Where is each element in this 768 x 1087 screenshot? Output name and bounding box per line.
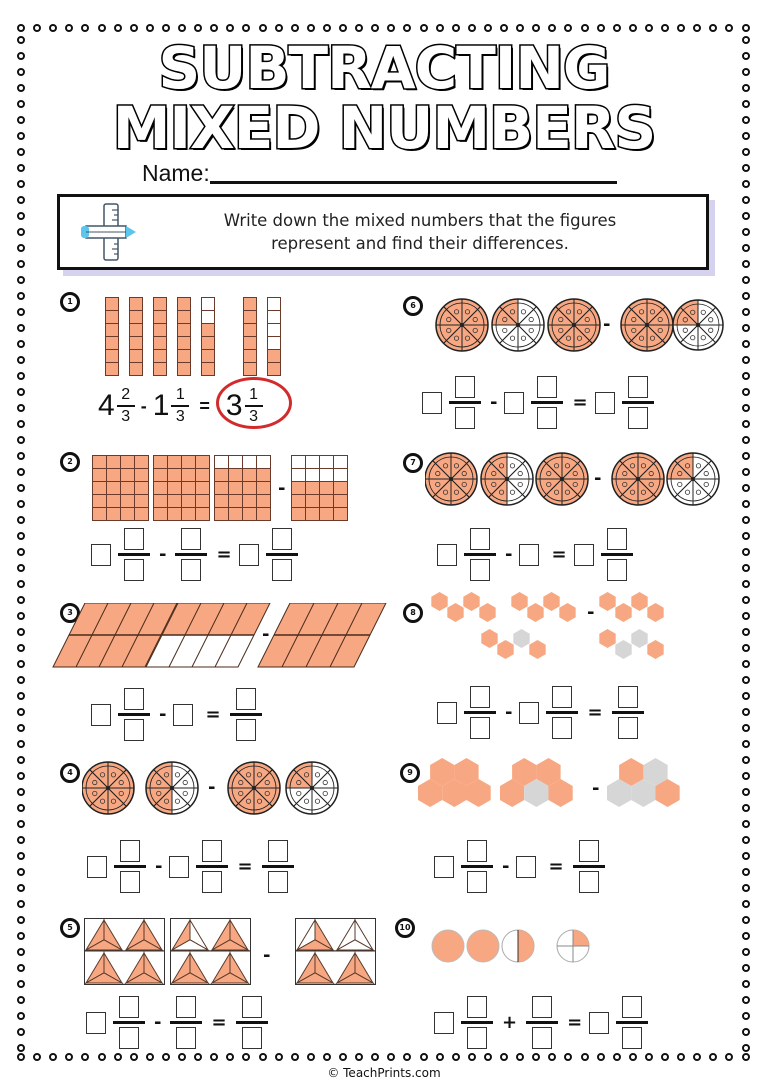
pizza-figures — [425, 452, 735, 508]
numerator-box[interactable] — [242, 996, 262, 1018]
denominator-box[interactable] — [607, 559, 627, 581]
ruler-pencil-icon — [78, 202, 148, 262]
answer-equation — [434, 840, 607, 893]
grid-figure-subtrahend — [291, 455, 351, 525]
whole-number-box[interactable] — [516, 856, 536, 878]
fraction-bar — [236, 1021, 268, 1024]
minus-sign: - — [502, 856, 510, 877]
denominator-box[interactable] — [120, 871, 140, 893]
answer-equation — [87, 840, 296, 893]
fraction-input — [461, 996, 493, 1049]
fraction-bar — [449, 401, 481, 404]
denominator-box[interactable] — [124, 559, 144, 581]
fraction-bar — [612, 711, 644, 714]
fraction-bars-subtrahend — [243, 297, 283, 377]
whole-number-box[interactable] — [437, 544, 457, 566]
denominator-box[interactable] — [176, 1027, 196, 1049]
fraction-input — [262, 840, 294, 893]
numerator-box[interactable] — [470, 528, 490, 550]
pizza-figures — [435, 298, 725, 354]
answer-equation — [91, 528, 300, 581]
problem-number-badge: 2 — [60, 452, 80, 472]
fraction-input — [449, 376, 481, 429]
denominator-box[interactable] — [236, 719, 256, 741]
name-label: Name: — [142, 160, 210, 186]
problem-number-badge: 1 — [60, 292, 80, 312]
equals-sign: = — [205, 704, 221, 725]
problem-number-badge: 8 — [403, 603, 423, 623]
fraction-bar — [196, 865, 228, 868]
fraction-input — [175, 528, 207, 581]
whole-number: 4 — [98, 389, 115, 422]
fraction-input — [546, 686, 578, 739]
denominator-box[interactable] — [119, 1027, 139, 1049]
minus-sign: - — [159, 544, 167, 565]
fraction-bar — [114, 865, 146, 868]
numerator-box[interactable] — [537, 376, 557, 398]
fraction-input — [526, 996, 558, 1049]
fraction-input — [622, 376, 654, 429]
whole-number-box[interactable] — [91, 544, 111, 566]
fraction-bar — [464, 711, 496, 714]
fraction-bar — [464, 553, 496, 556]
denominator-box[interactable] — [467, 871, 487, 893]
denominator-box[interactable] — [622, 1027, 642, 1049]
fraction-input — [118, 688, 150, 741]
denominator-box[interactable] — [537, 407, 557, 429]
numerator: 2 — [121, 386, 131, 403]
fraction-input — [266, 528, 298, 581]
hexagon-figures-subtrahend — [605, 756, 695, 818]
answer-equation — [91, 688, 264, 741]
equals-sign: = — [567, 1012, 583, 1033]
denominator-box[interactable] — [532, 1027, 552, 1049]
minus-sign: - — [592, 778, 600, 799]
numerator-box[interactable] — [124, 528, 144, 550]
denominator-box[interactable] — [467, 1027, 487, 1049]
denominator-box[interactable] — [618, 717, 638, 739]
numerator-box[interactable] — [236, 688, 256, 710]
numerator-box[interactable] — [607, 528, 627, 550]
triangle-figures-minuend — [83, 918, 253, 988]
fraction-input — [113, 996, 145, 1049]
whole-number-box[interactable] — [574, 544, 594, 566]
equals-sign: = — [572, 392, 588, 413]
numerator-box[interactable] — [532, 996, 552, 1018]
answer-equation — [437, 528, 635, 581]
fraction-bar — [531, 401, 563, 404]
numerator-box[interactable] — [618, 686, 638, 708]
denominator-box[interactable] — [552, 717, 572, 739]
answer-equation — [437, 686, 646, 739]
title-line-2: MIXED NUMBERS — [112, 94, 656, 162]
fraction-input — [461, 840, 493, 893]
instructions-line-2: represent and find their differences. — [271, 234, 569, 253]
denominator: 3 — [175, 408, 185, 425]
fraction-bar — [266, 553, 298, 556]
whole-number-box[interactable] — [91, 704, 111, 726]
fraction-bar — [601, 553, 633, 556]
parallelogram-figure-subtrahend — [257, 603, 387, 671]
numerator-box[interactable] — [268, 840, 288, 862]
fraction-input — [118, 528, 150, 581]
fraction-bar — [230, 713, 262, 716]
minus-sign: - — [263, 945, 271, 966]
numerator-box[interactable] — [467, 996, 487, 1018]
answer-equation — [422, 376, 656, 429]
numerator-box[interactable] — [579, 840, 599, 862]
numerator-box[interactable] — [120, 840, 140, 862]
minus-sign: - — [505, 544, 513, 565]
fraction-input — [170, 996, 202, 1049]
fraction-bar — [461, 1021, 493, 1024]
hexagon-figures-minuend — [430, 592, 590, 672]
fraction-input — [573, 840, 605, 893]
fraction-input — [601, 528, 633, 581]
whole-number-box[interactable] — [173, 704, 193, 726]
fraction-bar — [170, 1021, 202, 1024]
whole-number-box[interactable] — [86, 1012, 106, 1034]
problem-number-badge: 6 — [403, 296, 423, 316]
minus-sign: - — [603, 314, 611, 335]
equals-sign: = — [237, 856, 253, 877]
answer-equation — [434, 996, 650, 1049]
grid-figures-minuend — [92, 455, 292, 525]
instructions-text — [160, 209, 680, 255]
problem-number-badge: 4 — [60, 763, 80, 783]
denominator: 3 — [121, 408, 131, 425]
fraction-bars-minuend — [105, 297, 225, 377]
whole-number-box[interactable] — [169, 856, 189, 878]
whole-number-box[interactable] — [434, 856, 454, 878]
denominator-box[interactable] — [579, 871, 599, 893]
denominator-box[interactable] — [455, 407, 475, 429]
fraction-bar — [118, 553, 150, 556]
denominator-box[interactable] — [181, 559, 201, 581]
problem-number-badge: 10 — [395, 918, 415, 938]
fraction-bar — [262, 865, 294, 868]
whole-number-box[interactable] — [589, 1012, 609, 1034]
triangle-figure-subtrahend — [294, 918, 379, 988]
equals-sign: = — [551, 544, 567, 565]
whole-number-box[interactable] — [437, 702, 457, 724]
fraction-input — [612, 686, 644, 739]
name-field[interactable] — [210, 181, 617, 184]
numerator-box[interactable] — [467, 840, 487, 862]
plus-sign: + — [502, 1012, 518, 1033]
worksheet-title — [0, 34, 768, 162]
pizza-figures — [82, 760, 372, 822]
fraction-input — [464, 686, 496, 739]
hexagon-figures-subtrahend — [598, 592, 678, 672]
numerator-box[interactable] — [119, 996, 139, 1018]
numerator: 1 — [175, 386, 185, 403]
whole-number: 1 — [152, 389, 170, 422]
whole-number-box[interactable] — [87, 856, 107, 878]
numerator-box[interactable] — [552, 686, 572, 708]
equals-sign: = — [216, 544, 232, 565]
denominator: 3 — [249, 408, 259, 425]
fraction-input — [464, 528, 496, 581]
minus-sign: - — [140, 395, 147, 416]
whole-number-box[interactable] — [519, 702, 539, 724]
answer-equation — [86, 996, 270, 1049]
numerator-box[interactable] — [176, 996, 196, 1018]
fraction-input — [196, 840, 228, 893]
minus-sign: - — [587, 602, 595, 623]
fraction-input — [616, 996, 648, 1049]
minus-sign: - — [594, 468, 602, 489]
denominator-box[interactable] — [470, 559, 490, 581]
hexagon-figures-minuend — [416, 756, 606, 818]
fraction-bar — [526, 1021, 558, 1024]
equals-sign: = — [548, 856, 564, 877]
problem-number-badge: 7 — [403, 453, 423, 473]
instructions-line-1: Write down the mixed numbers that the figures — [223, 211, 617, 230]
minus-sign: - — [278, 478, 286, 499]
numerator-box[interactable] — [272, 528, 292, 550]
numerator-box[interactable] — [181, 528, 201, 550]
worked-example-equation — [98, 387, 269, 425]
fraction-bar — [175, 553, 207, 556]
whole-number-box[interactable] — [422, 392, 442, 414]
whole-number-box[interactable] — [595, 392, 615, 414]
circle-figure-subtrahend — [556, 929, 592, 965]
denominator-box[interactable] — [628, 407, 648, 429]
fraction-bar — [546, 711, 578, 714]
numerator: 1 — [249, 386, 259, 403]
fraction-input — [114, 840, 146, 893]
equals-sign: = — [199, 395, 210, 416]
denominator-box[interactable] — [124, 719, 144, 741]
fraction-bar — [118, 713, 150, 716]
fraction-bar — [622, 401, 654, 404]
numerator-box[interactable] — [470, 686, 490, 708]
minus-sign: - — [262, 624, 270, 645]
fraction-bar — [573, 865, 605, 868]
numerator-box[interactable] — [455, 376, 475, 398]
numerator-box[interactable] — [628, 376, 648, 398]
fraction-bar — [461, 865, 493, 868]
minus-sign: - — [155, 856, 163, 877]
minus-sign: - — [505, 702, 513, 723]
whole-number-box[interactable] — [519, 544, 539, 566]
whole-number: 3 — [225, 389, 243, 422]
minus-sign: - — [208, 777, 216, 798]
title-line-1: SUBTRACTING — [158, 34, 610, 102]
equals-sign: = — [587, 702, 603, 723]
problem-number-badge: 5 — [60, 918, 80, 938]
instructions-box — [57, 194, 709, 270]
denominator-box[interactable] — [272, 559, 292, 581]
equals-sign: = — [211, 1012, 227, 1033]
problem-number-badge: 9 — [400, 763, 420, 783]
whole-number-box[interactable] — [504, 392, 524, 414]
fraction-input — [230, 688, 262, 741]
whole-number-box[interactable] — [239, 544, 259, 566]
denominator-box[interactable] — [242, 1027, 262, 1049]
fraction-bar — [616, 1021, 648, 1024]
minus-sign: - — [154, 1012, 162, 1033]
copyright-footer: © TeachPrints.com — [327, 1066, 441, 1080]
circled-answer — [220, 387, 269, 425]
denominator-box[interactable] — [202, 871, 222, 893]
denominator-box[interactable] — [470, 717, 490, 739]
problem-number-badge: 3 — [60, 603, 80, 623]
numerator-box[interactable] — [124, 688, 144, 710]
minus-sign: - — [490, 392, 498, 413]
numerator-box[interactable] — [202, 840, 222, 862]
fraction-input — [531, 376, 563, 429]
whole-number-box[interactable] — [434, 1012, 454, 1034]
fraction-bar — [113, 1021, 145, 1024]
numerator-box[interactable] — [622, 996, 642, 1018]
circle-figures-minuend — [431, 929, 541, 965]
denominator-box[interactable] — [268, 871, 288, 893]
minus-sign: - — [159, 704, 167, 725]
fraction-input — [236, 996, 268, 1049]
